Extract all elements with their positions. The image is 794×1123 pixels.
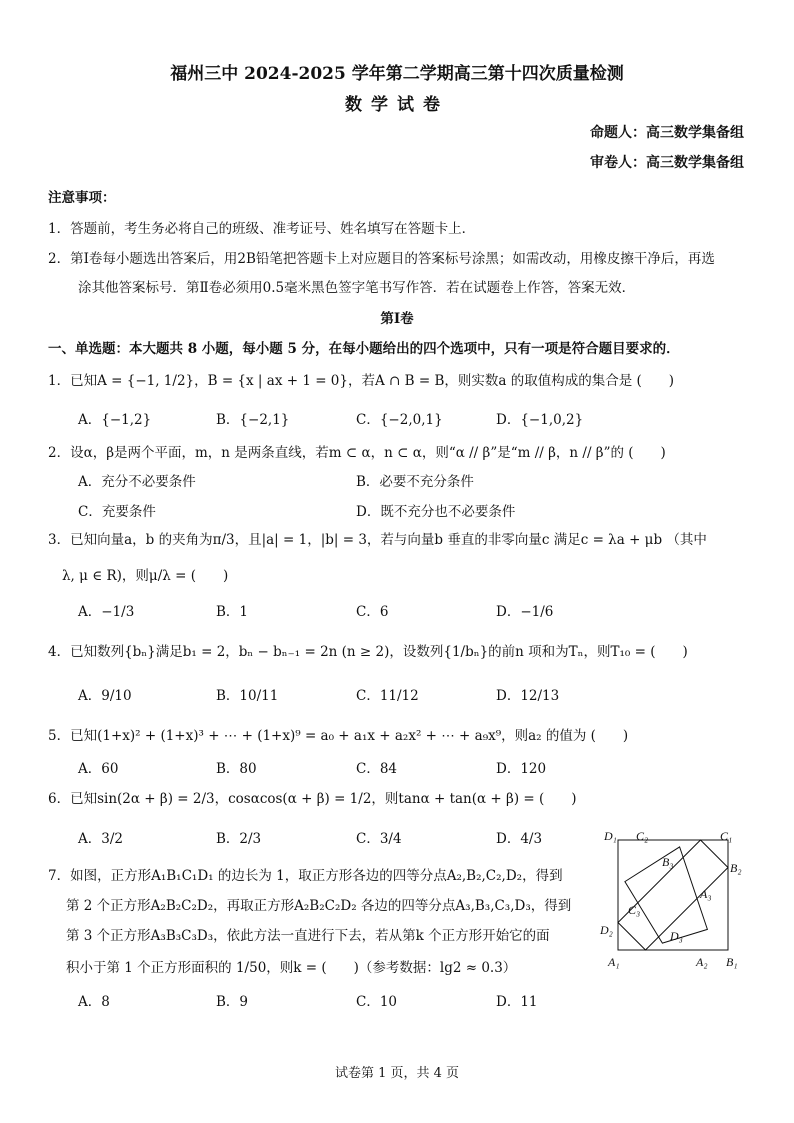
q3-option-d: D．−1/6 [496,604,554,620]
label-d2: D₂ [600,923,613,937]
note-2-line2: 涂其他答案标号．第Ⅱ卷必须用0.5毫米黑色签字笔书写作答．若在试题卷上作答，答案无效． [78,280,636,296]
q7-option-d: D．11 [496,994,538,1010]
q5-option-a: A．60 [78,761,119,777]
q1-option-d: D．{−1,0,2} [496,412,584,428]
label-d3: D₃ [670,929,683,943]
q6-option-b: B．2/3 [216,831,262,847]
q7-line3: 第 3 个正方形A₃B₃C₃D₃，依此方法一直进行下去，若从第k 个正方形开始它的面 [66,928,550,944]
q2-option-c: C．充要条件 [78,504,156,520]
q1-option-b: B．{−2,1} [216,412,290,428]
q7-line2: 第 2 个正方形A₂B₂C₂D₂，再取正方形A₂B₂C₂D₂ 各边的四等分点A₃,B₃,C₃,D₃，得到 [66,898,572,914]
label-c3: C₃ [628,903,641,917]
label-b3: B₃ [662,855,674,869]
q4-option-b: B．10/11 [216,688,279,704]
label-b1: B₁ [726,955,738,969]
volume-heading: 第Ⅰ卷 [380,311,414,327]
label-c1: C₁ [720,829,733,843]
q6-option-c: C．3/4 [356,831,402,847]
q1-option-c: C．{−2,0,1} [356,412,443,428]
q3-option-a: A．−1/3 [78,604,135,620]
setter-line: 命题人：高三数学集备组 [590,125,744,141]
label-d1: D₁ [604,829,617,843]
exam-title: 福州三中 2024-2025 学年第二学期高三第十四次质量检测 [170,64,624,84]
label-a2: A₂ [696,955,708,969]
section-heading: 一、单选题：本大题共 8 小题，每小题 5 分，在每小题给出的四个选项中，只有一项是符合题目要求的． [48,341,680,357]
reviewer-line: 审卷人：高三数学集备组 [590,155,744,171]
q5-option-d: D．120 [496,761,547,777]
q6-stem: 6．已知sin(2α + β) = 2/3，cosαcos(α + β) = 1/2，则tanα + tan(α + β) = ( ) [48,791,577,807]
q1-stem: 1．已知A = {−1, 1/2}，B = {x | ax + 1 = 0}，若A ∩ B = B，则实数a 的取值构成的集合是 ( ) [48,373,675,389]
q5-stem: 5．已知(1+x)² + (1+x)³ + ⋯ + (1+x)⁹ = a₀ + a₁x + a₂x² + ⋯ + a₉x⁹，则a₂ 的值为 ( ) [48,728,629,744]
q3-option-c: C．6 [356,604,389,620]
exam-subtitle: 数学试卷 [345,95,449,115]
q6-option-a: A．3/2 [78,831,123,847]
q5-option-c: C．84 [356,761,398,777]
q5-option-b: B．80 [216,761,257,777]
q7-line1: 7．如图，正方形A₁B₁C₁D₁ 的边长为 1，取正方形各边的四等分点A₂,B₂,C₂,D₂，得到 [48,868,563,884]
label-b2: B₂ [730,861,742,875]
label-a3: A₃ [700,887,712,901]
q4-option-a: A．9/10 [78,688,132,704]
label-c2: C₂ [636,829,649,843]
q7-option-c: C．10 [356,994,398,1010]
q3-stem-line2: λ, μ ∈ R)，则μ/λ = ( ) [62,568,229,584]
q7-option-a: A．8 [78,994,110,1010]
q4-stem: 4．已知数列{bₙ}满足b₁ = 2，bₙ − bₙ₋₁ = 2n (n ≥ 2)，设数列{1/bₙ}的前n 项和为Tₙ，则T₁₀ = ( ) [48,644,688,660]
q4-option-c: C．11/12 [356,688,419,704]
note-1: 1．答题前，考生务必将自己的班级、准考证号、姓名填写在答题卡上． [48,221,476,237]
nested-squares-figure [598,826,768,978]
page-footer: 试卷第 1 页，共 4 页 [334,1066,460,1081]
q2-stem: 2．设α，β是两个平面，m，n 是两条直线，若m ⊂ α，n ⊂ α，则“α // β”是“m // β，n // β”的 ( ) [48,445,666,461]
note-2-line1: 2．第Ⅰ卷每小题选出答案后，用2B铅笔把答题卡上对应题目的答案标号涂黑；如需改动，用橡皮擦干净后，再选 [48,251,715,267]
notes-heading: 注意事项： [48,190,116,206]
q4-option-d: D．12/13 [496,688,560,704]
q6-option-d: D．4/3 [496,831,543,847]
q3-stem-line1: 3．已知向量a，b 的夹角为π/3，且|a| = 1，|b| = 3，若与向量b 垂直的非零向量c 满足c = λa + μb （其中 [48,532,707,548]
q2-option-b: B．必要不充分条件 [356,474,474,490]
q2-option-a: A．充分不必要条件 [78,474,196,490]
q7-line4: 积小于第 1 个正方形面积的 1/50，则k = ( )（参考数据：lg2 ≈ 0.3） [66,960,517,976]
label-a1: A₁ [608,955,620,969]
q1-option-a: A．{−1,2} [78,412,152,428]
q7-option-b: B．9 [216,994,249,1010]
q3-option-b: B．1 [216,604,249,620]
q2-option-d: D．既不充分也不必要条件 [356,504,516,520]
